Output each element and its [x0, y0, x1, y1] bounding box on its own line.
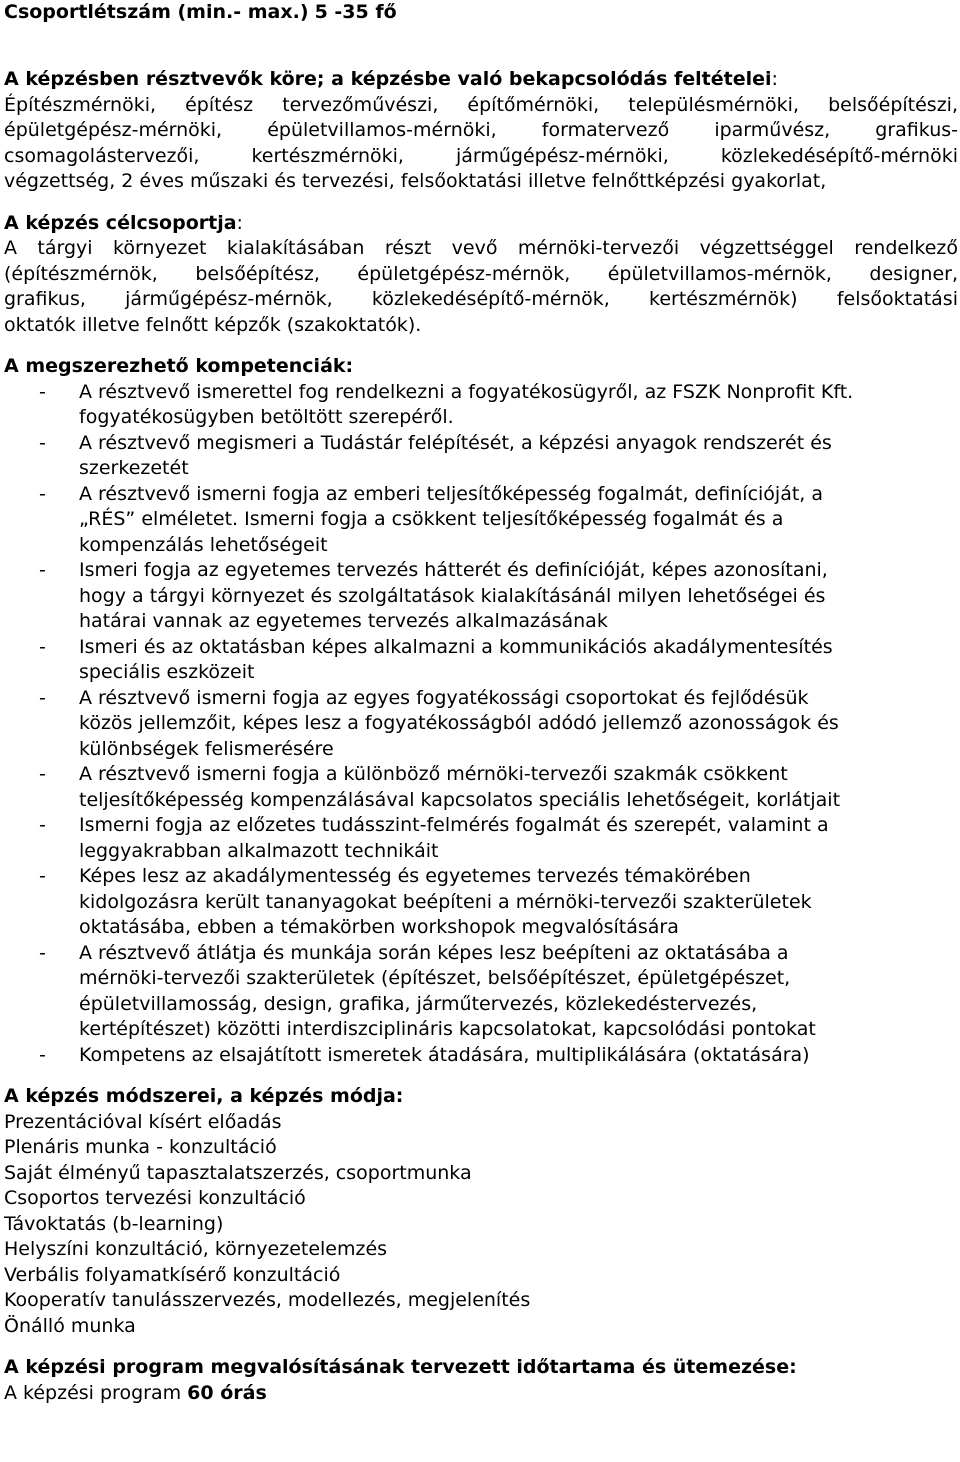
competency-text: kertépítészet) közötti interdiszciplináris kapcsolatokat, kapcsolódási pontokat — [79, 1018, 816, 1040]
bullet-dash: - — [39, 380, 46, 403]
competency-item-line — [4, 635, 958, 661]
program-duration — [4, 1381, 958, 1407]
competency-text: szerkezetét — [79, 457, 189, 479]
participants-line: Építészmérnöki, építész tervezőművészi, építőmérnöki, településmérnöki, belsőépítészi, — [4, 93, 958, 116]
competency-item-line — [4, 839, 958, 865]
competency-text: A résztvevő ismerni fogja az emberi teljesítőképesség fogalmát, definícióját, a — [79, 482, 824, 505]
competency-item-line — [4, 813, 958, 839]
competency-item-line — [4, 762, 958, 788]
competency-text: A résztvevő ismerettel fog rendelkezni a fogyatékosügyről, az FSZK Nonprofit Kft. — [79, 380, 854, 403]
method-item: Saját élményű tapasztalatszerzés, csoportmunka — [4, 1161, 472, 1184]
target-group-line: grafikus, járműgépész-mérnök, közlekedésépítő-mérnök, kertészmérnök) felsőoktatási — [4, 288, 958, 310]
competency-text: épületvillamosság, design, grafika, járműtervezés, közlekedéstervezés, — [79, 992, 758, 1015]
target-group-line: (építészmérnök, belsőépítész, épületgépész-mérnök, épületvillamos-mérnök, designer, — [4, 262, 958, 285]
bullet-dash: - — [39, 1043, 46, 1066]
method-item: Helyszíni konzultáció, környezetelemzés — [4, 1238, 388, 1260]
competency-item-line — [4, 533, 958, 559]
competency-item-line — [4, 609, 958, 635]
competency-text: leggyakrabban alkalmazott technikáit — [79, 839, 439, 862]
group-size — [4, 0, 958, 26]
bullet-dash: - — [39, 482, 46, 505]
competency-text: kidolgozásra került tananyagokat beépíteni a mérnöki-tervezői szakterületek — [79, 890, 812, 913]
competency-item-line — [4, 380, 958, 406]
competency-text: A résztvevő ismerni fogja az egyes fogyatékossági csoportokat és fejlődésük — [79, 686, 809, 709]
program-duration-prefix: A képzési program — [4, 1381, 182, 1404]
competency-text: közös jellemzőit, képes lesz a fogyatékosságból adódó jellemző azonosságok és — [79, 712, 839, 734]
competency-text: Ismerni fogja az előzetes tudásszint-felmérés fogalmát és szerepét, valamint a — [79, 814, 829, 836]
competency-item-line — [4, 737, 958, 763]
document-page — [4, 0, 958, 1406]
target-group-heading: A képzés célcsoportja: — [4, 211, 243, 234]
participants-line: épületgépész-mérnöki, épületvillamos-mérnöki, formatervező iparművész, grafikus- — [4, 119, 958, 141]
competency-item-line — [4, 941, 958, 967]
competencies-list — [4, 380, 958, 1069]
competency-item-line — [4, 686, 958, 712]
methods-heading: A képzés módszerei, a képzés módja: — [4, 1085, 404, 1107]
competency-text: Ismeri és az oktatásban képes alkalmazni a kommunikációs akadálymentesítés — [79, 635, 833, 658]
competency-text: határai vannak az egyetemes tervezés alkalmazásának — [79, 610, 608, 632]
competency-item-line — [4, 890, 958, 916]
competency-text: oktatásába, ebben a témakörben workshopok megvalósítására — [79, 916, 679, 938]
competency-text: Kompetens az elsajátított ismeretek átadására, multiplikálására (oktatására) — [79, 1043, 810, 1066]
bullet-dash: - — [39, 865, 46, 887]
competency-item-line — [4, 431, 958, 457]
competency-item-line — [4, 788, 958, 814]
participants-line: csomagolástervezői, kertészmérnöki, járműgépész-mérnöki, közlekedésépítő-mérnöki — [4, 144, 958, 167]
bullet-dash: - — [39, 814, 46, 836]
competency-text: „RÉS” elméletet. Ismerni fogja a csökkent teljesítőképesség fogalmát és a — [79, 508, 784, 530]
method-item: Önálló munka — [4, 1314, 136, 1337]
competency-item-line — [4, 966, 958, 992]
competency-text: teljesítőképesség kompenzálásával kapcsolatos speciális lehetőségeit, korlátjait — [79, 788, 841, 811]
competency-item-line — [4, 507, 958, 533]
competency-text: fogyatékosügyben betöltött szerepéről. — [79, 406, 454, 428]
competency-item-line — [4, 1043, 958, 1069]
participants-line: végzettség, 2 éves műszaki és tervezési, felsőoktatási illetve felnőttképzési gyakorlat, — [4, 170, 827, 192]
competency-text: kompenzálás lehetőségeit — [79, 533, 328, 556]
competency-item-line — [4, 482, 958, 508]
competency-item-line — [4, 405, 958, 431]
competency-text: Képes lesz az akadálymentesség és egyetemes tervezés témakörében — [79, 865, 751, 887]
method-item: Verbális folyamatkísérő konzultáció — [4, 1263, 341, 1286]
competency-text: speciális eszközeit — [79, 661, 255, 683]
bullet-dash: - — [39, 431, 46, 454]
group-size-value: 5 -35 fő — [314, 1, 397, 23]
bullet-dash: - — [39, 686, 46, 709]
bullet-dash: - — [39, 763, 46, 785]
bullet-dash: - — [39, 559, 46, 581]
method-item: Távoktatás (b-learning) — [4, 1212, 224, 1235]
group-size-label: Csoportlétszám (min.- max.) — [4, 1, 309, 23]
method-item: Csoportos tervezési konzultáció — [4, 1187, 306, 1209]
competency-item-line — [4, 864, 958, 890]
method-item: Kooperatív tanulásszervezés, modellezés, megjelenítés — [4, 1289, 531, 1311]
competency-text: hogy a tárgyi környezet és szolgáltatások kialakításánál milyen lehetőségei és — [79, 584, 826, 607]
competency-item-line — [4, 711, 958, 737]
competency-item-line — [4, 558, 958, 584]
bullet-dash: - — [39, 941, 46, 964]
competency-item-line — [4, 992, 958, 1018]
competency-item-line — [4, 1017, 958, 1043]
competency-text: A résztvevő ismerni fogja a különböző mérnöki-tervezői szakmák csökkent — [79, 763, 788, 785]
competency-text: különbségek felismerésére — [79, 737, 334, 760]
method-item: Prezentációval kísért előadás — [4, 1110, 282, 1133]
competency-item-line — [4, 456, 958, 482]
participants-heading: A képzésben résztvevők köre; a képzésbe való bekapcsolódás feltételei: — [4, 68, 778, 90]
competency-item-line — [4, 660, 958, 686]
target-group-line: A tárgyi környezet kialakításában részt vevő mérnöki-tervezői végzettséggel rendelkező — [4, 237, 958, 259]
competency-text: mérnöki-tervezői szakterületek (építészet, belsőépítészet, épületgépészet, — [79, 967, 791, 989]
program-duration-value: 60 órás — [187, 1381, 267, 1404]
competency-item-line — [4, 584, 958, 610]
program-heading: A képzési program megvalósításának tervezett időtartama és ütemezése: — [4, 1356, 797, 1378]
target-group-line: oktatók illetve felnőtt képzők (szakoktatók). — [4, 313, 422, 336]
method-item: Plenáris munka - konzultáció — [4, 1136, 277, 1158]
methods-list — [4, 1110, 958, 1340]
bullet-dash: - — [39, 635, 46, 658]
competency-text: A résztvevő átlátja és munkája során képes lesz beépíteni az oktatásába a — [79, 941, 789, 964]
competency-item-line — [4, 915, 958, 941]
competencies-heading: A megszerezhető kompetenciák: — [4, 355, 354, 377]
competency-text: A résztvevő megismeri a Tudástár felépítését, a képzési anyagok rendszerét és — [79, 431, 832, 454]
competency-text: Ismeri fogja az egyetemes tervezés hátterét és definícióját, képes azonosítani, — [79, 559, 828, 581]
